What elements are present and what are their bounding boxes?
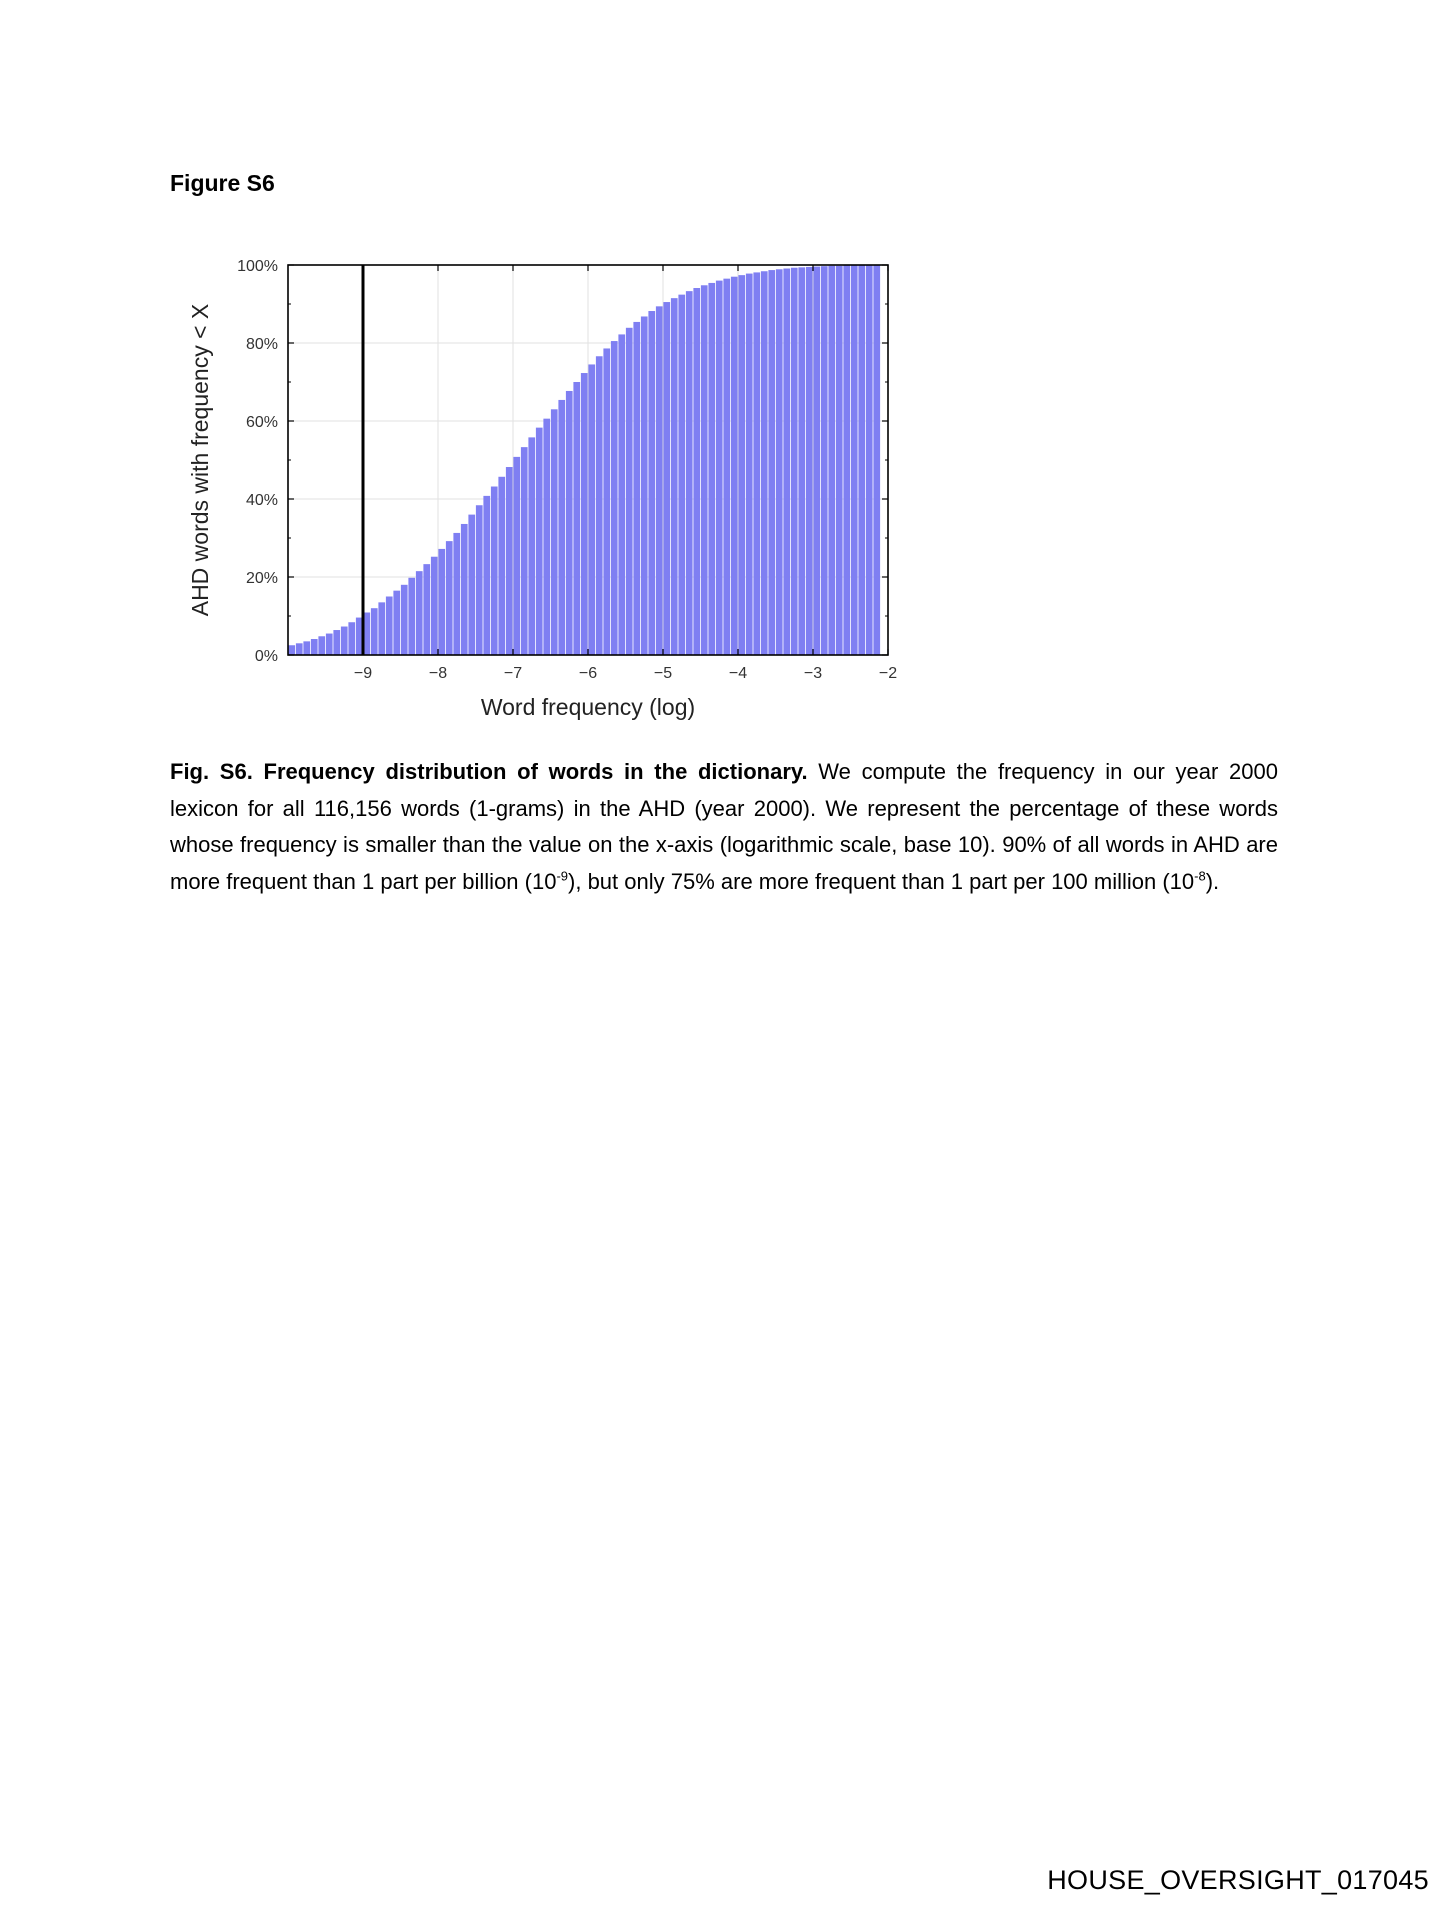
histogram-bar: [851, 265, 858, 655]
histogram-bar: [536, 428, 543, 655]
histogram-bar: [716, 281, 723, 655]
histogram-bar: [341, 627, 348, 655]
histogram-bar: [783, 269, 790, 655]
histogram-bar: [566, 391, 573, 655]
histogram-bar: [431, 557, 438, 655]
histogram-bar: [401, 585, 408, 655]
histogram-bar: [491, 487, 498, 655]
histogram-bar: [626, 328, 633, 655]
x-tick-label: −3: [803, 665, 823, 682]
caption-text: ).: [1205, 868, 1220, 894]
histogram-bar: [588, 364, 595, 655]
histogram-bar: [288, 645, 295, 655]
x-tick-label: −8: [428, 665, 448, 682]
histogram-bar: [446, 541, 453, 655]
histogram-bar: [611, 341, 618, 655]
histogram-bar: [731, 277, 738, 655]
histogram-bar: [738, 275, 745, 655]
histogram-bar: [476, 505, 483, 655]
histogram-bar: [393, 591, 400, 655]
histogram-bar: [693, 288, 700, 655]
caption-superscript: -9: [556, 868, 569, 884]
x-tick-label: −7: [503, 665, 523, 682]
figure-heading: Figure S6: [170, 170, 275, 196]
histogram-bar: [708, 283, 715, 655]
histogram-bar: [678, 295, 685, 655]
histogram-bar: [333, 630, 340, 655]
y-tick-label: 0%: [254, 648, 278, 665]
x-tick-label: −5: [653, 665, 673, 682]
caption-label: Fig. S6. Frequency distribution of words in the dictionary.: [170, 759, 808, 784]
histogram-bar: [753, 272, 760, 655]
histogram-bar: [813, 267, 820, 655]
y-tick-label: 20%: [245, 570, 278, 587]
histogram-bar: [303, 641, 310, 655]
histogram-bar: [663, 302, 670, 655]
histogram-bar: [746, 274, 753, 655]
histogram-bar: [506, 467, 513, 655]
histogram-bar: [791, 268, 798, 655]
caption-text: We compute the frequency in our year 2000 lexicon for all 116,156 words (1-grams) in the AHD (year 2000). We represent the percentage of these words whose frequency is smaller than the value on the x-axis (logarithmic scale, base 10). 90% of all words in AHD are more frequent than 1 part per billion (10: [170, 759, 1278, 894]
histogram-bar: [641, 316, 648, 655]
figure-caption: [170, 754, 1278, 900]
bars: [288, 265, 880, 655]
histogram-bar: [543, 419, 550, 655]
histogram-bar: [551, 409, 558, 655]
histogram-bar: [701, 285, 708, 655]
histogram-bar: [843, 265, 850, 655]
histogram-bar: [296, 643, 303, 655]
histogram-bar: [858, 265, 865, 655]
histogram-bar: [836, 266, 843, 655]
histogram-bar: [603, 348, 610, 655]
histogram-bar: [806, 267, 813, 655]
histogram-bar: [378, 602, 385, 655]
histogram-bar: [558, 400, 565, 655]
histogram-bar: [573, 382, 580, 655]
frequency-distribution-chart: [180, 245, 920, 725]
histogram-bar: [761, 271, 768, 655]
histogram-bar: [311, 639, 318, 655]
histogram-bar: [386, 597, 393, 656]
x-tick-label: −9: [353, 665, 373, 682]
histogram-bar: [866, 265, 873, 655]
y-tick-label: 100%: [237, 258, 278, 275]
x-tick-label: −6: [578, 665, 598, 682]
histogram-bar: [371, 608, 378, 655]
histogram-bar: [326, 634, 333, 655]
y-tick-label: 80%: [245, 336, 278, 353]
caption-text: ), but only 75% are more frequent than 1 part per 100 million (10: [568, 868, 1195, 894]
histogram-bar: [618, 334, 625, 655]
histogram-bar: [318, 636, 325, 655]
histogram-bar: [513, 457, 520, 655]
histogram-bar: [873, 265, 880, 655]
histogram-bar: [528, 437, 535, 655]
y-tick-label: 40%: [245, 492, 278, 509]
histogram-bar: [498, 477, 505, 655]
histogram-bar: [686, 291, 693, 655]
histogram-bar: [828, 266, 835, 655]
histogram-bar: [461, 524, 468, 655]
histogram-bar: [453, 533, 460, 655]
y-tick-label: 60%: [245, 414, 278, 431]
histogram-bar: [768, 270, 775, 655]
histogram-bar: [483, 496, 490, 655]
histogram-bar: [798, 267, 805, 655]
histogram-bar: [521, 447, 528, 655]
x-tick-label: −2: [878, 665, 898, 682]
histogram-bar: [438, 549, 445, 655]
x-axis-title: Word frequency (log): [480, 694, 696, 720]
histogram-bar: [633, 322, 640, 655]
y-axis-title: AHD words with frequency < X: [187, 303, 213, 617]
histogram-bar: [821, 266, 828, 655]
histogram-bar: [348, 622, 355, 655]
histogram-bar: [416, 571, 423, 655]
gridlines: [288, 265, 888, 655]
histogram-bar: [581, 373, 588, 655]
histogram-bar: [671, 298, 678, 655]
histogram-bar: [408, 578, 415, 655]
histogram-bar: [776, 269, 783, 655]
histogram-bar: [596, 356, 603, 655]
caption-superscript: -8: [1194, 868, 1206, 884]
document-id: HOUSE_OVERSIGHT_017045: [1047, 1865, 1429, 1895]
histogram-bar: [656, 306, 663, 655]
histogram-bar: [423, 564, 430, 655]
histogram-bar: [723, 279, 730, 655]
histogram-bar: [648, 311, 655, 655]
x-tick-label: −4: [728, 665, 748, 682]
histogram-bar: [468, 515, 475, 655]
